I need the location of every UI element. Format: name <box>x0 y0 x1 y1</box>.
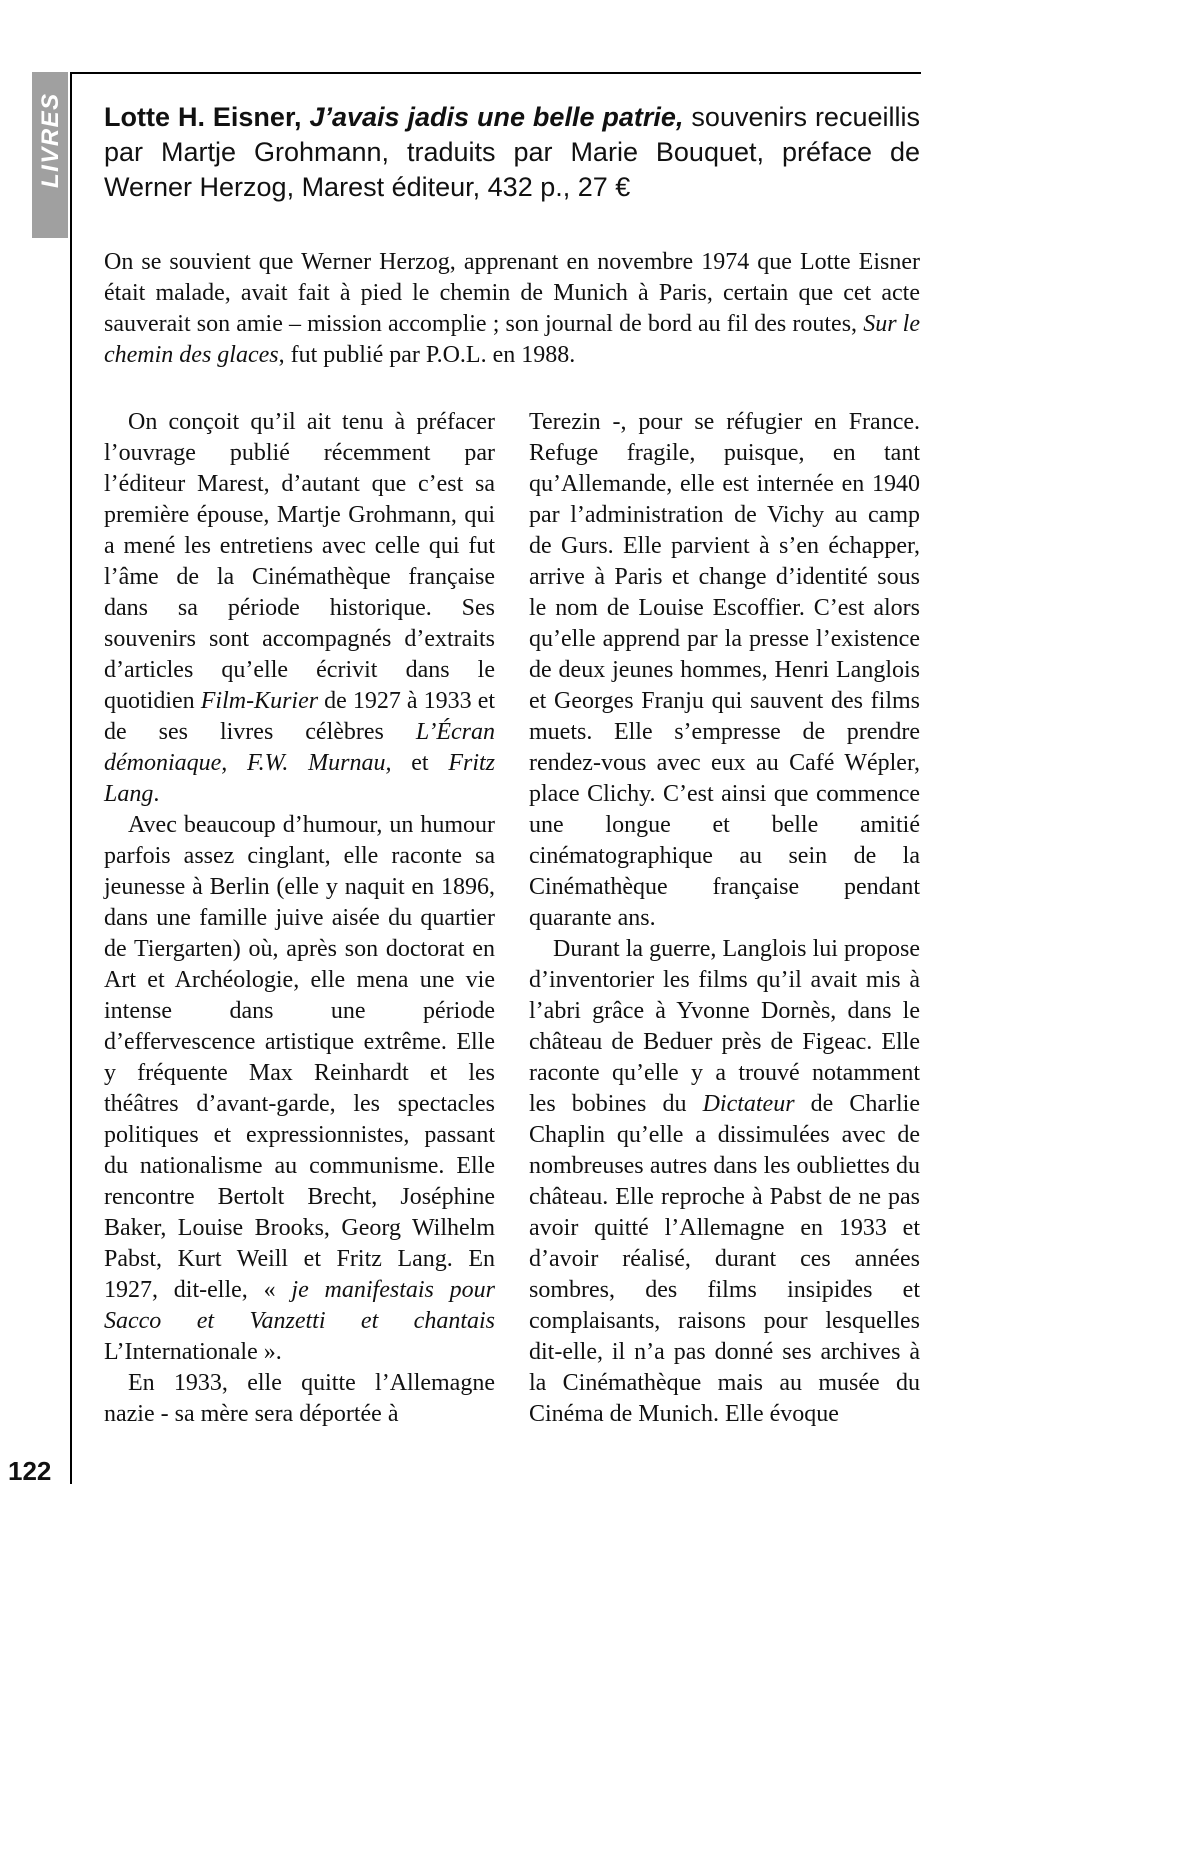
margin-rule <box>70 72 72 1484</box>
body-text: Avec beaucoup d’humour, un humour parfois assez cinglant, elle raconte sa jeunesse à Berlin (elle y naquit en 1896, dans une famille juive aisée du quartier de Tiergarten) où, après son doctorat en Art et Archéologie, elle mena une vie intense dans une période d’effervescence artistique extrême. Elle y fréquente Max Reinhardt et les théâtres d’avant-garde, les spectacles politiques et expressionnistes, passant du nationalisme au communisme. Elle rencontre Bertolt Brecht, Joséphine Baker, Louise Brooks, Georg Wilhelm Pabst, Kurt Weill et Fritz Lang. En 1927, dit-elle, « <box>104 812 495 1303</box>
book-reference <box>104 100 920 205</box>
body-paragraph <box>104 407 495 810</box>
lead-italic-title: Sur le chemin des glaces <box>104 311 920 368</box>
body-paragraph: En 1933, elle quitte l’Allemagne nazie - sa mère sera déportée à <box>104 1370 495 1427</box>
top-rule <box>70 72 921 74</box>
column-left <box>104 407 495 1430</box>
italic-quote: je manifestais pour Sacco et Vanzetti et chantais <box>104 1277 496 1334</box>
italic-title: Fritz Lang <box>104 750 495 807</box>
body-text: de Charlie Chaplin qu’elle a dissimulées avec de nombreuses autres dans les oubliettes du château. Elle reproche à Pabst de ne pas avoir quitté l’Allemagne en 1933 et d’avoir réalisé, durant ces années sombres, des films insipides et complaisants, raisons pour lesquelles dit-elle, il n’a pas donné ses archives à la Cinémathèque mais au musée du Cinéma de Munich. Elle évoque <box>529 1091 920 1427</box>
section-tab-label: LIVRES <box>37 92 64 188</box>
body-text: de 1927 à 1933 et de ses livres célèbres <box>104 688 496 745</box>
body-text: L’Internationale ». <box>104 1339 282 1365</box>
page-number: 122 <box>8 1456 52 1486</box>
column-right <box>529 407 920 1430</box>
book-author: Lotte H. Eisner, <box>104 102 302 132</box>
lead-text-end: , fut publié par P.O.L. en 1988. <box>278 342 576 368</box>
body-text: On conçoit qu’il ait tenu à préfacer l’ouvrage publié récemment par l’éditeur Marest, d’autant que c’est sa première épouse, Martje Grohmann, qui a mené les entretiens avec celle qui fut l’âme de la Cinémathèque française dans sa période historique. Ses souvenirs sont accompagnés d’extraits d’articles qu’elle écrivit dans le quotidien <box>104 409 495 714</box>
body-text: . <box>153 781 160 807</box>
body-text: Durant la guerre, Langlois lui propose d’inventorier les films qu’il avait mis à l’abri grâce à Yvonne Dornès, dans le château de Beduer près de Figeac. Elle raconte qu’elle y a trouvé notamment les bobines du <box>529 936 920 1117</box>
italic-title: L’Écran démoniaque, F.W. Murnau, <box>104 719 495 776</box>
lead-paragraph <box>104 247 920 371</box>
body-paragraph <box>529 934 920 1430</box>
italic-title: Film-Kurier <box>200 688 319 714</box>
italic-title: Dictateur <box>702 1091 795 1117</box>
body-paragraph: Terezin -, pour se réfugier en France. Refuge fragile, puisque, en tant qu’Allemande, elle est internée en 1940 par l’administration de Vichy au camp de Gurs. Elle parvient à s’en échapper, arrive à Paris et change d’identité sous le nom de Louise Escoffier. C’est alors qu’elle apprend par la presse l’existence de deux jeunes hommes, Henri Langlois et Georges Franju qui sauvent des films muets. Elle s’empresse de prendre rendez-vous avec eux au Café Wépler, place Clichy. C’est ainsi que commence une longue et belle amitié cinématographique au sein de la Cinémathèque française pendant quarante ans. <box>529 409 920 931</box>
body-text: et <box>411 750 429 776</box>
lead-text: On se souvient que Werner Herzog, apprenant en novembre 1974 que Lotte Eisner était malade, avait fait à pied le chemin de Munich à Paris, certain que cet acte sauverait son amie – mission accomplie ; son journal de bord au fil des routes, <box>104 249 920 337</box>
book-title: J’avais jadis une belle patrie, <box>309 102 684 132</box>
book-details: souvenirs recueillis par Martje Grohmann, traduits par Marie Bouquet, préface de Werner Herzog, Marest éditeur, 432 p., 27 € <box>104 102 920 202</box>
section-tab <box>32 72 68 238</box>
body-paragraph <box>104 810 495 1368</box>
